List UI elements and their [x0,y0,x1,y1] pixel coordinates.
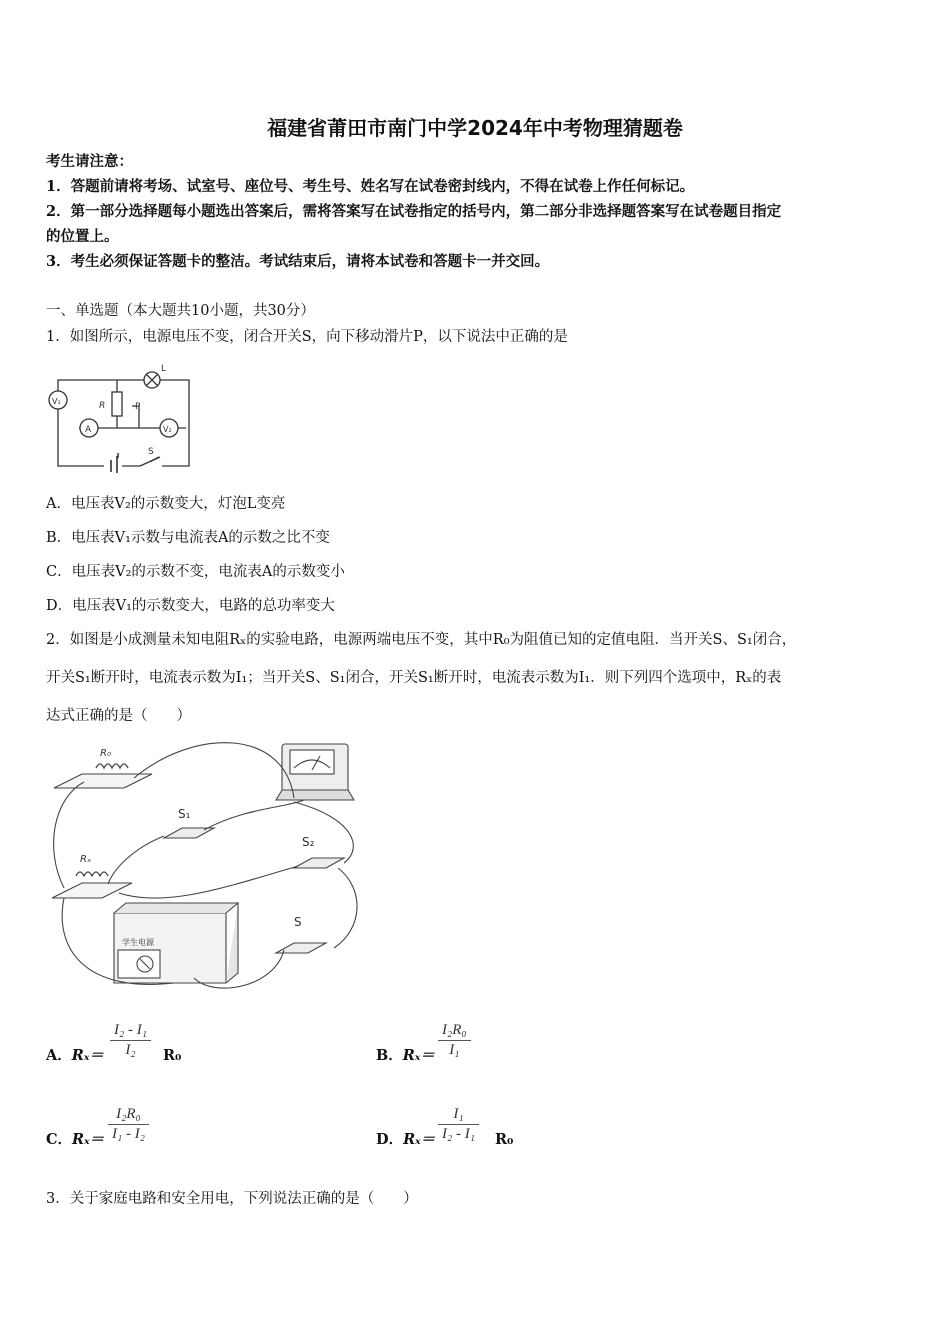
rx-label: Rₓ [80,854,92,865]
q2-stem-line: 2．如图是小成测量未知电阻Rₓ的实验电路，电源两端电压不变，其中R₀为阻值已知的定值电阻．当开关S、S₁闭合， [46,632,797,648]
notice-item: 2．第一部分选择题每小题选出答案后，需将答案写在试卷指定的括号内，第二部分非选择题答案写在试卷题目指定 [46,203,782,220]
s-label: S [294,915,302,929]
section-heading: 一、单选题（本大题共10小题，共30分） [46,303,315,319]
resistor-label: R [99,401,106,411]
v1-label: V₁ [52,397,61,406]
notice-heading: 考生请注意： [46,153,133,170]
q1-option-b: B．电压表V₁示数与电流表A的示数之比不变 [46,530,330,546]
q1-option-a: A．电压表V₂的示数变大，灯泡L变亮 [46,496,286,512]
q1-stem: 1．如图所示，电源电压不变，闭合开关S，向下移动滑片P，以下说法中正确的是 [46,329,568,345]
s1-label: S₁ [178,807,191,821]
q1-option-d: D．电压表V₁的示数变大，电路的总功率变大 [46,598,335,614]
notice-item: 的位置上。 [46,228,119,245]
s2-label: S₂ [302,835,315,849]
q2-option-c-fraction: I₂R₀ I₁ - I₂ [108,1106,149,1143]
q2-stem-line: 达式正确的是（ ） [46,708,191,724]
q2-option-c: C．Rₓ＝ [46,1131,105,1148]
q2-option-d: D．Rₓ＝ [376,1131,436,1148]
page-title: 福建省莆田市南门中学2024年中考物理猜题卷 [267,116,683,140]
ammeter-label: A [85,425,92,435]
q2-option-b: B．Rₓ＝ [376,1047,435,1064]
q2-option-a: A．Rₓ＝ [46,1047,104,1064]
q2-option-b-fraction: I₂R₀ I₁ [438,1022,471,1059]
q1-circuit-figure [44,358,204,473]
lamp-label: L [161,364,167,374]
q2-option-a-tail: R₀ [163,1047,182,1064]
q2-circuit-figure [44,738,364,1003]
q1-option-c: C．电压表V₂的示数不变，电流表A的示数变小 [46,564,345,580]
slider-label: P [135,402,141,412]
q2-stem-line: 开关S₁断开时，电流表示数为I₁；当开关S、S₁闭合，开关S₁断开时，电流表示数为I₁．则下列四个选项中，Rₓ的表 [46,670,782,686]
r0-label: R₀ [100,748,111,759]
q2-option-d-fraction: I₁ I₂ - I₁ [438,1106,479,1143]
q2-option-d-tail: R₀ [495,1131,514,1148]
power-supply-label: 学生电源 [122,938,154,947]
notice-item: 1．答题前请将考场、试室号、座位号、考生号、姓名写在试卷密封线内，不得在试卷上作任何标记。 [46,178,695,195]
notice-item: 3．考生必须保证答题卡的整洁。考试结束后，请将本试卷和答题卡一并交回。 [46,253,550,270]
v2-label: V₂ [163,425,172,434]
q2-option-a-fraction: I₂ - I₁ I₂ [110,1022,151,1059]
switch-label: S [148,447,154,457]
q3-stem: 3．关于家庭电路和安全用电，下列说法正确的是（ ） [46,1191,418,1207]
